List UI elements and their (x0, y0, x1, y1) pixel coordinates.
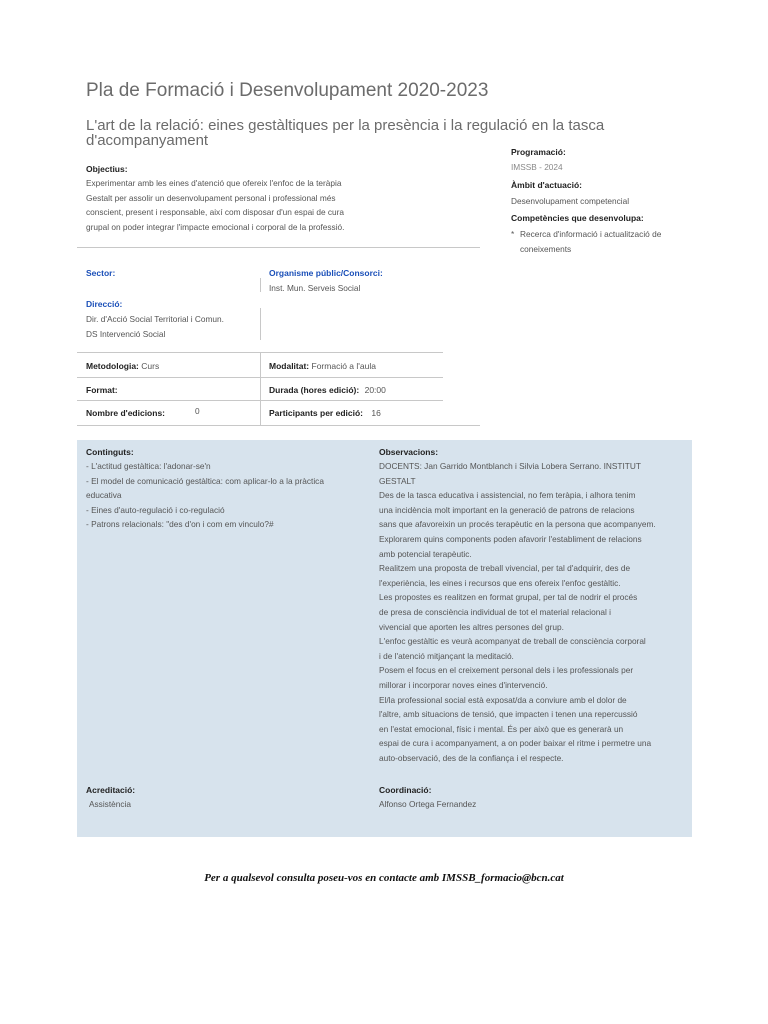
observacions-line: l'experiència, les eines i recursos que ens ofereix l'enfoc gestàltic. (379, 577, 621, 588)
objectius-text (86, 176, 386, 234)
acreditacio-value: Assistència (89, 799, 131, 809)
divider (260, 278, 261, 292)
objectius-line: Experimentar amb les eines d'atenció que ofereix l'enfoc de la teràpia (86, 178, 342, 188)
participants-field (269, 408, 381, 418)
competencies-label: Competències que desenvolupa: (511, 213, 644, 223)
edicions-value: 0 (195, 406, 200, 416)
metodologia-field (86, 361, 159, 371)
modalitat-field (269, 361, 376, 371)
coordinacio-value: Alfonso Ortega Fernandez (379, 799, 477, 809)
continguts-line: - El model de comunicació gestàltica: com aplicar-lo a la pràctica (86, 475, 324, 486)
ambit-label: Àmbit d'actuació: (511, 180, 582, 190)
observacions-line: auto-observació, des de la confiança i el respecte. (379, 752, 564, 763)
direccio-label: Direcció: (86, 299, 123, 309)
objectius-line: conscient, present i responsable, així com disposar d'un espai de cura (86, 207, 345, 218)
observacions-line: Des de la tasca educativa i assistencial, no fem teràpia, i alhora tenim (379, 490, 636, 501)
observacions-text (379, 459, 689, 765)
observacions-line: El/la professional social està exposat/da a conviure amb el dolor de (379, 694, 627, 705)
continguts-text (86, 459, 366, 532)
competencies-item-line: coneixements (520, 243, 572, 254)
observacions-line: espai de cura i acompanyament, a on poder baixar el ritme i permetre una (379, 738, 652, 749)
durada-value: 20:00 (364, 385, 386, 395)
direccio-line: DS Intervenció Social (86, 328, 166, 339)
observacions-line: vivencial que aporten les altres persones del grup. (379, 621, 564, 632)
observacions-line: millorar i incorporar noves eines d'intervenció. (379, 679, 548, 690)
course-title: L'art de la relació: eines gestàltiques per la presència i la regulació en la tasca d'acompanyament (86, 117, 605, 149)
participants-label: Participants per edició: (269, 408, 363, 418)
objectius-line: grupal on poder integrar l'impacte emocional i corporal de la professió. (86, 221, 345, 232)
observacions-line: Explorarem quins components poden afavorir l'establiment de relacions (379, 533, 642, 544)
competencies-item-line: Recerca d'informació i actualització de (520, 229, 662, 239)
observacions-line: l'altre, amb situacions de tensió, que impacten i tenen una repercussió (379, 709, 638, 720)
participants-value: 16 (371, 408, 381, 418)
direccio-value (86, 312, 224, 341)
organisme-label: Organisme públic/Consorci: (269, 268, 383, 278)
divider (77, 247, 480, 248)
continguts-line: - L'actitud gestàltica: l'adonar-se'n (86, 461, 211, 471)
observacions-line: i de l'atenció mitjançant la meditació. (379, 650, 514, 661)
continguts-line: - Eines d'auto-regulació i co-regulació (86, 504, 225, 515)
observacions-line: una incidència molt important en la generació de patrons de relacions (379, 504, 635, 515)
observacions-line: en l'estat emocional, físic i mental. És per això que es generarà un (379, 723, 624, 734)
sector-label: Sector: (86, 268, 116, 278)
observacions-line: GESTALT (379, 475, 416, 486)
durada-label: Durada (hores edició): (269, 385, 360, 395)
continguts-label: Continguts: (86, 447, 134, 457)
organisme-value: Inst. Mun. Serveis Social (269, 283, 361, 293)
divider (260, 352, 261, 425)
observacions-line: Realitzem una proposta de treball vivencial, per tal d'adquirir, des de (379, 563, 631, 574)
observacions-line: sans que afavoreixin un procés terapèutic en la persona que acompanyem. (379, 519, 656, 530)
observacions-line: de presa de consciència individual de tot el material relacional i (379, 606, 611, 617)
observacions-line: amb potencial terapèutic. (379, 548, 472, 559)
objectius-line: Gestalt per assolir un desenvolupament personal i professional més (86, 192, 336, 203)
metodologia-label: Metodologia: (86, 361, 139, 371)
divider (77, 425, 480, 426)
programacio-label: Programació: (511, 147, 566, 157)
durada-field (269, 385, 386, 395)
objectius-label: Objectius: (86, 164, 128, 174)
continguts-line: - Patrons relacionals: "des d'on i com em vinculo?# (86, 519, 274, 530)
continguts-line: educativa (86, 490, 122, 501)
metodologia-value: Curs (141, 361, 160, 371)
competencies-list (511, 227, 711, 256)
ambit-value: Desenvolupament competencial (511, 196, 630, 206)
modalitat-label: Modalitat: (269, 361, 310, 371)
divider (260, 308, 261, 340)
observacions-line: Posem el focus en el creixement personal dels i les professionals per (379, 665, 634, 676)
page-title: Pla de Formació i Desenvolupament 2020-2023 (86, 80, 489, 101)
competencies-item (511, 227, 711, 256)
observacions-line: DOCENTS: Jan Garrido Montblanch i Silvia Lobera Serrano. INSTITUT (379, 461, 641, 471)
programacio-value: IMSSB - 2024 (511, 162, 563, 172)
observacions-line: Les propostes es realitzen en format grupal, per tal de nodrir el procés (379, 592, 638, 603)
format-label: Format: (86, 385, 118, 395)
observacions-label: Observacions: (379, 447, 439, 457)
observacions-line: L'enfoc gestàltic es veurà acompanyat de treball de consciència corporal (379, 636, 646, 647)
coordinacio-label: Coordinació: (379, 785, 432, 795)
acreditacio-label: Acreditació: (86, 785, 136, 795)
contact-footer: Per a qualsevol consulta poseu-vos en contacte amb IMSSB_formacio@bcn.cat (204, 872, 564, 884)
bullet-icon: * (511, 229, 515, 239)
modalitat-value: Formació a l'aula (311, 361, 376, 371)
edicions-label: Nombre d'edicions: (86, 408, 166, 418)
direccio-line: Dir. d'Acció Social Territorial i Comun. (86, 314, 224, 324)
